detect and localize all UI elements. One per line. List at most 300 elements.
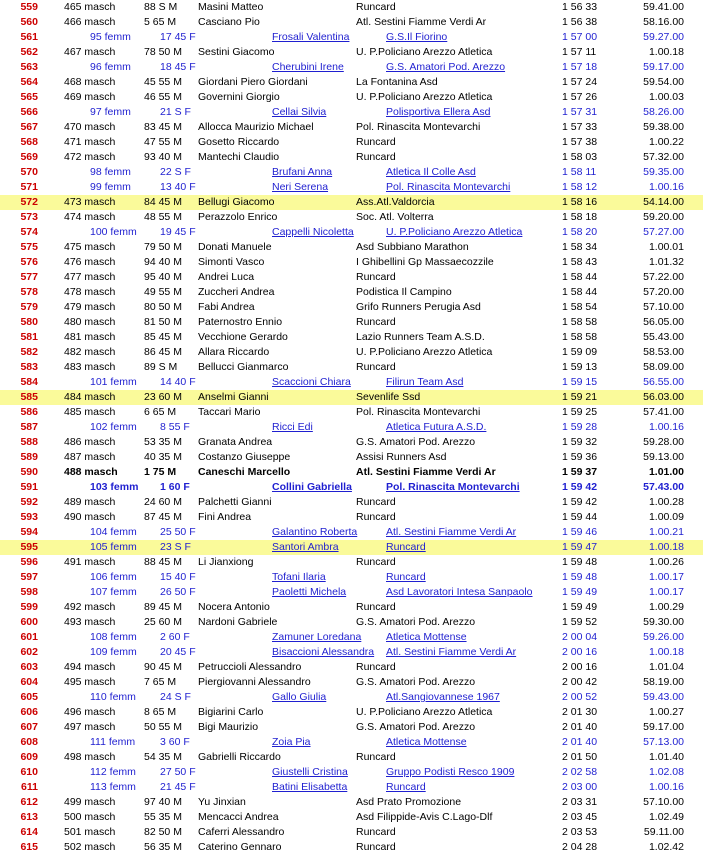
athlete-name-cell: Ricci Edi	[272, 421, 313, 433]
position-cell: 578	[20, 286, 38, 298]
athlete-name-cell: Donati Manuele	[198, 241, 272, 253]
athlete-name-cell: Simonti Vasco	[198, 256, 265, 268]
position-cell: 564	[20, 76, 38, 88]
category-cell: 3 60 F	[160, 736, 190, 748]
pace-cell: 58.16.00	[643, 16, 684, 28]
pace-cell: 59.38.00	[643, 121, 684, 133]
club-cell: Atl.Sangiovannese 1967	[386, 691, 500, 703]
athlete-name-cell: Frosali Valentina	[272, 31, 350, 43]
category-cell: 13 40 F	[160, 181, 196, 193]
time-cell: 1 59 28	[562, 421, 598, 433]
club-cell: Runcard	[386, 571, 426, 583]
pace-cell: 55.43.00	[643, 331, 684, 343]
athlete-name-cell: Nardoni Gabriele	[198, 616, 278, 628]
club-cell: U. P.Policiano Arezzo Atletica	[356, 46, 493, 58]
pace-cell: 57.27.00	[643, 226, 684, 238]
athlete-name-cell: Mencacci Andrea	[198, 811, 279, 823]
position-cell: 579	[20, 301, 38, 313]
pace-cell: 1.00.29	[648, 601, 684, 613]
bib-cell: 476 masch	[64, 256, 116, 268]
table-row	[0, 450, 703, 465]
position-cell: 563	[20, 61, 38, 73]
club-cell: Lazio Runners Team A.S.D.	[356, 331, 485, 343]
club-cell: G.S. Amatori Pod. Arezzo	[356, 436, 476, 448]
position-cell: 606	[20, 706, 38, 718]
bib-cell: 101 femm	[90, 376, 137, 388]
club-cell: Runcard	[356, 826, 396, 838]
table-row	[0, 270, 703, 285]
position-cell: 588	[20, 436, 38, 448]
bib-cell: 471 masch	[64, 136, 116, 148]
pace-cell: 59.43.00	[643, 691, 684, 703]
athlete-name-cell: Zoia Pia	[272, 736, 311, 748]
pace-cell: 57.32.00	[643, 151, 684, 163]
time-cell: 1 57 00	[562, 31, 598, 43]
club-cell: U. P.Policiano Arezzo Atletica	[356, 706, 493, 718]
bib-cell: 496 masch	[64, 706, 116, 718]
bib-cell: 110 femm	[90, 691, 136, 703]
bib-cell: 103 femm	[90, 481, 139, 493]
club-cell: Runcard	[356, 136, 396, 148]
position-cell: 581	[20, 331, 38, 343]
athlete-name-cell: Granata Andrea	[198, 436, 273, 448]
table-row	[0, 540, 703, 555]
category-cell: 48 55 M	[144, 211, 182, 223]
table-row	[0, 75, 703, 90]
position-cell: 591	[20, 481, 38, 493]
table-row	[0, 60, 703, 75]
bib-cell: 99 femm	[90, 181, 131, 193]
category-cell: 46 55 M	[144, 91, 182, 103]
bib-cell: 102 femm	[90, 421, 137, 433]
athlete-name-cell: Anselmi Gianni	[198, 391, 269, 403]
table-row	[0, 435, 703, 450]
athlete-name-cell: Bigi Maurizio	[198, 721, 259, 733]
table-row	[0, 285, 703, 300]
category-cell: 2 60 F	[160, 631, 190, 643]
time-cell: 1 58 34	[562, 241, 598, 253]
position-cell: 572	[20, 196, 38, 208]
athlete-name-cell: Bellugi Giacomo	[198, 196, 275, 208]
club-cell: Runcard	[356, 751, 396, 763]
athlete-name-cell: Neri Serena	[272, 181, 329, 193]
bib-cell: 493 masch	[64, 616, 116, 628]
table-row	[0, 390, 703, 405]
category-cell: 80 50 M	[144, 301, 182, 313]
athlete-name-cell: Bigiarini Carlo	[198, 706, 264, 718]
club-cell: U. P.Policiano Arezzo Atletica	[356, 346, 493, 358]
club-cell: Runcard	[356, 511, 396, 523]
bib-cell: 98 femm	[90, 166, 131, 178]
time-cell: 1 58 44	[562, 286, 598, 298]
position-cell: 592	[20, 496, 38, 508]
time-cell: 1 58 20	[562, 226, 598, 238]
athlete-name-cell: Brufani Anna	[272, 166, 333, 178]
bib-cell: 108 femm	[90, 631, 137, 643]
time-cell: 1 56 38	[562, 16, 598, 28]
pace-cell: 56.03.00	[643, 391, 684, 403]
bib-cell: 489 masch	[64, 496, 116, 508]
athlete-name-cell: Nocera Antonio	[198, 601, 270, 613]
pace-cell: 1.01.00	[648, 466, 684, 478]
table-row	[0, 195, 703, 210]
table-row	[0, 150, 703, 165]
club-cell: Atletica Mottense	[386, 631, 467, 643]
pace-cell: 1.00.01	[648, 241, 684, 253]
athlete-name-cell: Collini Gabriella	[272, 481, 352, 493]
position-cell: 576	[20, 256, 38, 268]
position-cell: 583	[20, 361, 38, 373]
bib-cell: 467 masch	[64, 46, 116, 58]
athlete-name-cell: Palchetti Gianni	[198, 496, 272, 508]
category-cell: 83 45 M	[144, 121, 182, 133]
pace-cell: 1.02.42	[648, 841, 684, 853]
category-cell: 86 45 M	[144, 346, 182, 358]
athlete-name-cell: Zamuner Loredana	[272, 631, 362, 643]
category-cell: 97 40 M	[144, 796, 182, 808]
athlete-name-cell: Gosetto Riccardo	[198, 136, 280, 148]
position-cell: 598	[20, 586, 38, 598]
bib-cell: 472 masch	[64, 151, 116, 163]
pace-cell: 1.02.49	[648, 811, 684, 823]
position-cell: 577	[20, 271, 38, 283]
category-cell: 19 45 F	[160, 226, 196, 238]
pace-cell: 57.43.00	[643, 481, 684, 493]
category-cell: 89 45 M	[144, 601, 182, 613]
club-cell: Ass.Atl.Valdorcia	[356, 196, 435, 208]
pace-cell: 58.19.00	[643, 676, 684, 688]
club-cell: Runcard	[356, 556, 396, 568]
category-cell: 25 60 M	[144, 616, 182, 628]
athlete-name-cell: Cappelli Nicoletta	[272, 226, 354, 238]
table-row	[0, 705, 703, 720]
athlete-name-cell: Mantechi Claudio	[198, 151, 280, 163]
time-cell: 2 02 58	[562, 766, 598, 778]
category-cell: 15 40 F	[160, 571, 196, 583]
position-cell: 569	[20, 151, 38, 163]
pace-cell: 1.00.16	[648, 421, 684, 433]
time-cell: 1 59 48	[562, 556, 598, 568]
category-cell: 45 55 M	[144, 76, 182, 88]
athlete-name-cell: Cellai Silvia	[272, 106, 327, 118]
position-cell: 615	[20, 841, 38, 853]
time-cell: 1 58 43	[562, 256, 598, 268]
athlete-name-cell: Gabrielli Riccardo	[198, 751, 281, 763]
position-cell: 582	[20, 346, 38, 358]
pace-cell: 57.41.00	[643, 406, 684, 418]
table-row	[0, 330, 703, 345]
pace-cell: 56.05.00	[643, 316, 684, 328]
table-row	[0, 165, 703, 180]
table-row	[0, 225, 703, 240]
bib-cell: 113 femm	[90, 781, 136, 793]
bib-cell: 482 masch	[64, 346, 116, 358]
athlete-name-cell: Caneschi Marcello	[198, 466, 291, 478]
table-row	[0, 780, 703, 795]
athlete-name-cell: Caferri Alessandro	[198, 826, 285, 838]
pace-cell: 1.00.17	[648, 571, 684, 583]
table-row	[0, 570, 703, 585]
athlete-name-cell: Masini Matteo	[198, 1, 264, 13]
club-cell: Assisi Runners Asd	[356, 451, 447, 463]
bib-cell: 481 masch	[64, 331, 116, 343]
time-cell: 2 00 52	[562, 691, 598, 703]
club-cell: G.S. Amatori Pod. Arezzo	[356, 616, 476, 628]
time-cell: 1 57 31	[562, 106, 598, 118]
time-cell: 1 59 21	[562, 391, 598, 403]
time-cell: 1 58 58	[562, 316, 598, 328]
club-cell: Runcard	[386, 541, 426, 553]
time-cell: 2 00 04	[562, 631, 598, 643]
athlete-name-cell: Batini Elisabetta	[272, 781, 348, 793]
athlete-name-cell: Gallo Giulia	[272, 691, 327, 703]
table-row	[0, 375, 703, 390]
time-cell: 1 58 58	[562, 331, 598, 343]
time-cell: 1 58 18	[562, 211, 598, 223]
pace-cell: 1.00.18	[648, 541, 684, 553]
bib-cell: 488 masch	[64, 466, 118, 478]
category-cell: 93 40 M	[144, 151, 182, 163]
club-cell: Runcard	[386, 781, 426, 793]
club-cell: Runcard	[356, 151, 396, 163]
pace-cell: 58.53.00	[643, 346, 684, 358]
athlete-name-cell: Piergiovanni Alessandro	[198, 676, 311, 688]
club-cell: Runcard	[356, 496, 396, 508]
athlete-name-cell: Tofani Ilaria	[272, 571, 326, 583]
table-row	[0, 720, 703, 735]
time-cell: 1 57 26	[562, 91, 598, 103]
athlete-name-cell: Yu Jinxian	[198, 796, 246, 808]
time-cell: 1 59 42	[562, 481, 598, 493]
category-cell: 53 35 M	[144, 436, 182, 448]
position-cell: 602	[20, 646, 38, 658]
category-cell: 85 45 M	[144, 331, 182, 343]
club-cell: Atletica Il Colle Asd	[386, 166, 476, 178]
category-cell: 24 S F	[160, 691, 191, 703]
athlete-name-cell: Fabi Andrea	[198, 301, 255, 313]
table-row	[0, 690, 703, 705]
table-row	[0, 750, 703, 765]
pace-cell: 1.00.17	[648, 586, 684, 598]
pace-cell: 57.22.00	[643, 271, 684, 283]
category-cell: 94 40 M	[144, 256, 182, 268]
time-cell: 1 59 49	[562, 601, 598, 613]
table-row	[0, 795, 703, 810]
athlete-name-cell: Fini Andrea	[198, 511, 252, 523]
category-cell: 24 60 M	[144, 496, 182, 508]
bib-cell: 469 masch	[64, 91, 116, 103]
club-cell: Atl. Sestini Fiamme Verdi Ar	[386, 526, 517, 538]
athlete-name-cell: Petruccioli Alessandro	[198, 661, 302, 673]
time-cell: 1 59 46	[562, 526, 598, 538]
table-row	[0, 210, 703, 225]
position-cell: 607	[20, 721, 38, 733]
table-row	[0, 105, 703, 120]
club-cell: G.S. Amatori Pod. Arezzo	[356, 721, 476, 733]
category-cell: 79 50 M	[144, 241, 182, 253]
club-cell: U. P.Policiano Arezzo Atletica	[386, 226, 523, 238]
table-row	[0, 45, 703, 60]
pace-cell: 1.00.16	[648, 781, 684, 793]
athlete-name-cell: Bellucci Gianmarco	[198, 361, 289, 373]
category-cell: 50 55 M	[144, 721, 182, 733]
position-cell: 568	[20, 136, 38, 148]
athlete-name-cell: Casciano Pio	[198, 16, 260, 28]
time-cell: 2 03 31	[562, 796, 598, 808]
category-cell: 87 45 M	[144, 511, 182, 523]
time-cell: 1 59 37	[562, 466, 598, 478]
table-row	[0, 810, 703, 825]
category-cell: 47 55 M	[144, 136, 182, 148]
pace-cell: 59.17.00	[643, 61, 684, 73]
table-row	[0, 555, 703, 570]
time-cell: 1 59 49	[562, 586, 598, 598]
category-cell: 23 S F	[160, 541, 191, 553]
table-row	[0, 300, 703, 315]
time-cell: 1 58 16	[562, 196, 598, 208]
time-cell: 1 57 38	[562, 136, 598, 148]
table-row	[0, 315, 703, 330]
time-cell: 1 59 42	[562, 496, 598, 508]
pace-cell: 1.01.04	[648, 661, 684, 673]
category-cell: 20 45 F	[160, 646, 196, 658]
time-cell: 1 57 18	[562, 61, 598, 73]
bib-cell: 106 femm	[90, 571, 137, 583]
athlete-name-cell: Zuccheri Andrea	[198, 286, 275, 298]
pace-cell: 1.00.03	[648, 91, 684, 103]
athlete-name-cell: Giustelli Cristina	[272, 766, 348, 778]
time-cell: 2 01 40	[562, 721, 598, 733]
category-cell: 81 50 M	[144, 316, 182, 328]
position-cell: 561	[20, 31, 38, 43]
category-cell: 8 65 M	[144, 706, 177, 718]
bib-cell: 100 femm	[90, 226, 137, 238]
category-cell: 88 S M	[144, 1, 178, 13]
club-cell: Polisportiva Ellera Asd	[386, 106, 491, 118]
club-cell: Runcard	[356, 271, 396, 283]
position-cell: 570	[20, 166, 38, 178]
pace-cell: 59.41.00	[643, 1, 684, 13]
time-cell: 2 01 40	[562, 736, 598, 748]
position-cell: 614	[20, 826, 38, 838]
table-row	[0, 510, 703, 525]
bib-cell: 499 masch	[64, 796, 116, 808]
athlete-name-cell: Perazzolo Enrico	[198, 211, 278, 223]
category-cell: 7 65 M	[144, 676, 177, 688]
position-cell: 595	[20, 541, 38, 553]
pace-cell: 59.13.00	[643, 451, 684, 463]
pace-cell: 58.09.00	[643, 361, 684, 373]
club-cell: Runcard	[356, 361, 396, 373]
club-cell: Runcard	[356, 316, 396, 328]
category-cell: 21 S F	[160, 106, 191, 118]
category-cell: 49 55 M	[144, 286, 182, 298]
time-cell: 1 59 32	[562, 436, 598, 448]
bib-cell: 465 masch	[64, 1, 116, 13]
club-cell: Pol. Rinascita Montevarchi	[386, 181, 511, 193]
club-cell: Asd Subbiano Marathon	[356, 241, 469, 253]
position-cell: 571	[20, 181, 38, 193]
table-row	[0, 120, 703, 135]
bib-cell: 498 masch	[64, 751, 116, 763]
table-row	[0, 495, 703, 510]
category-cell: 26 50 F	[160, 586, 196, 598]
position-cell: 590	[20, 466, 38, 478]
position-cell: 567	[20, 121, 38, 133]
time-cell: 1 57 33	[562, 121, 598, 133]
bib-cell: 490 masch	[64, 511, 116, 523]
category-cell: 1 60 F	[160, 481, 190, 493]
position-cell: 587	[20, 421, 38, 433]
position-cell: 584	[20, 376, 38, 388]
category-cell: 78 50 M	[144, 46, 182, 58]
athlete-name-cell: Costanzo Giuseppe	[198, 451, 291, 463]
bib-cell: 107 femm	[90, 586, 137, 598]
athlete-name-cell: Caterino Gennaro	[198, 841, 282, 853]
club-cell: G.S. Amatori Pod. Arezzo	[386, 61, 506, 73]
table-row	[0, 405, 703, 420]
club-cell: G.S. Amatori Pod. Arezzo	[356, 676, 476, 688]
bib-cell: 497 masch	[64, 721, 116, 733]
position-cell: 594	[20, 526, 38, 538]
table-row	[0, 420, 703, 435]
bib-cell: 473 masch	[64, 196, 116, 208]
club-cell: Asd Prato Promozione	[356, 796, 462, 808]
table-row	[0, 135, 703, 150]
bib-cell: 495 masch	[64, 676, 116, 688]
pace-cell: 1.00.18	[648, 46, 684, 58]
position-cell: 601	[20, 631, 38, 643]
pace-cell: 59.17.00	[643, 721, 684, 733]
table-row	[0, 660, 703, 675]
time-cell: 1 59 52	[562, 616, 598, 628]
category-cell: 54 35 M	[144, 751, 182, 763]
category-cell: 82 50 M	[144, 826, 182, 838]
category-cell: 56 35 M	[144, 841, 182, 853]
category-cell: 27 50 F	[160, 766, 196, 778]
club-cell: Atletica Mottense	[386, 736, 467, 748]
pace-cell: 1.00.22	[648, 136, 684, 148]
pace-cell: 57.10.00	[643, 796, 684, 808]
position-cell: 573	[20, 211, 38, 223]
bib-cell: 492 masch	[64, 601, 116, 613]
position-cell: 589	[20, 451, 38, 463]
pace-cell: 1.00.27	[648, 706, 684, 718]
category-cell: 55 35 M	[144, 811, 182, 823]
table-row	[0, 0, 703, 15]
table-row	[0, 525, 703, 540]
table-row	[0, 240, 703, 255]
time-cell: 2 00 42	[562, 676, 598, 688]
club-cell: La Fontanina Asd	[356, 76, 438, 88]
position-cell: 566	[20, 106, 38, 118]
table-row	[0, 15, 703, 30]
time-cell: 1 59 25	[562, 406, 598, 418]
club-cell: Pol. Rinascita Montevarchi	[356, 406, 481, 418]
category-cell: 14 40 F	[160, 376, 196, 388]
bib-cell: 480 masch	[64, 316, 116, 328]
table-row	[0, 360, 703, 375]
athlete-name-cell: Giordani Piero Giordani	[198, 76, 308, 88]
athlete-name-cell: Allocca Maurizio Michael	[198, 121, 314, 133]
time-cell: 2 01 30	[562, 706, 598, 718]
pace-cell: 1.00.16	[648, 181, 684, 193]
bib-cell: 487 masch	[64, 451, 116, 463]
club-cell: Runcard	[356, 841, 396, 853]
pace-cell: 1.00.18	[648, 646, 684, 658]
club-cell: Asd Filippide-Avis C.Lago-Dlf	[356, 811, 493, 823]
time-cell: 1 59 09	[562, 346, 598, 358]
